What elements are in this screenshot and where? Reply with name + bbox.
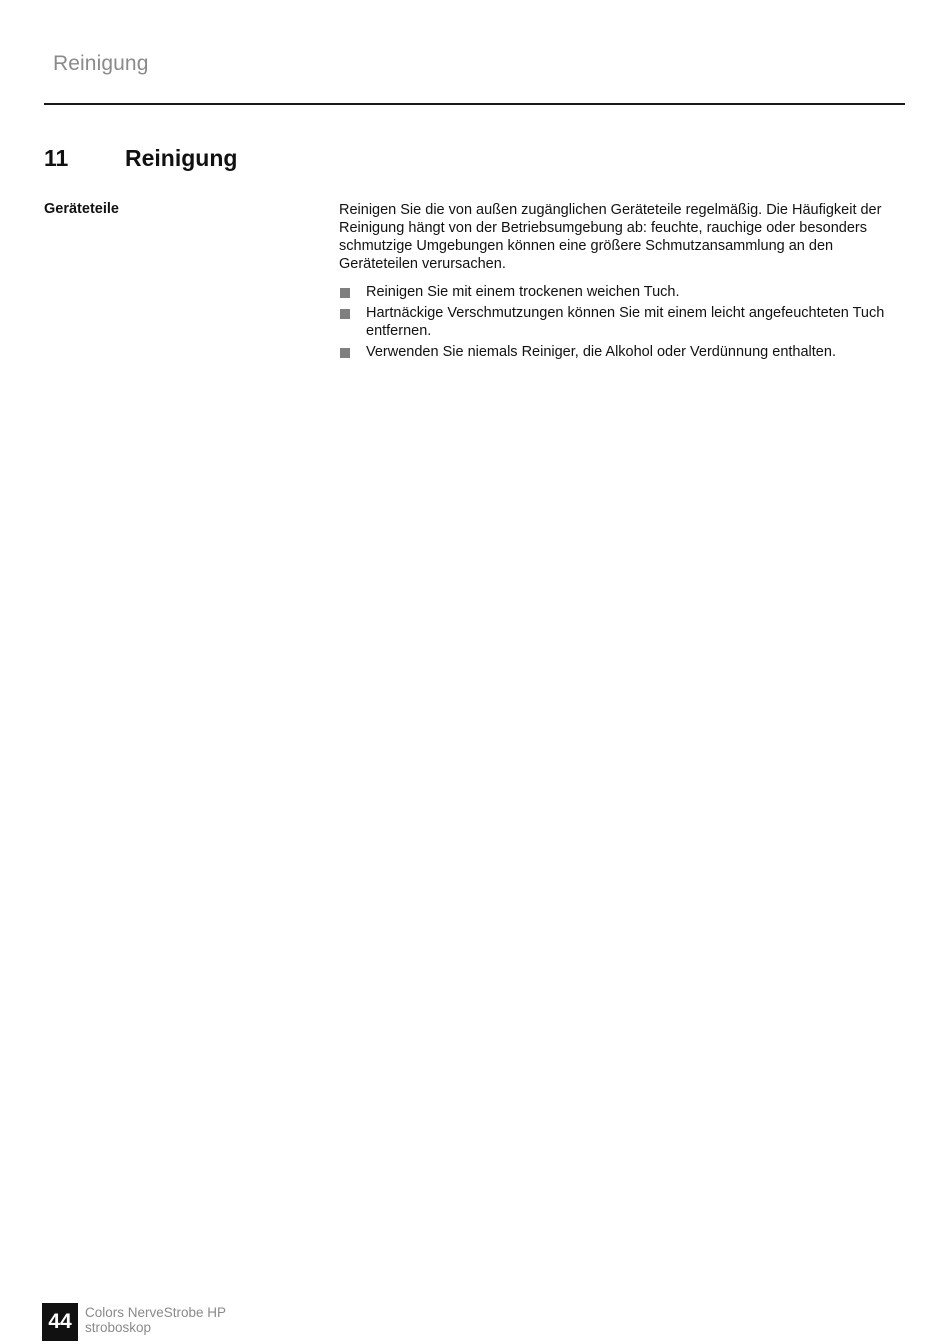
product-name-line2: stroboskop [85, 1320, 152, 1335]
list-item [339, 343, 905, 361]
square-bullet-icon [340, 288, 350, 298]
bullet-text: Reinigen Sie mit einem trockenen weichen Tuch. [366, 284, 680, 300]
header-divider [44, 103, 905, 105]
square-bullet-icon [340, 309, 350, 319]
section-label: Geräteteile [44, 201, 119, 217]
bullet-text: Verwenden Sie niemals Reiniger, die Alkohol oder Verdünnung enthalten. [366, 344, 836, 360]
running-header-title: Reinigung [53, 52, 149, 75]
product-name-line1: Colors NerveStrobe HP [85, 1305, 227, 1320]
bullet-list [339, 283, 905, 361]
chapter-title: Reinigung [125, 145, 238, 171]
section-paragraph: Reinigen Sie die von außen zugänglichen Geräteteile regelmäßig. Die Häufigkeit der Reinigung hängt von der Betriebsumgebung ab: feuchte, rauchige oder besonders schmutzige Umgebungen können eine größere Schmutzansammlung an den Geräteteilen verursachen. [339, 202, 882, 272]
page-number: 44 [42, 1303, 78, 1341]
section-body [339, 201, 905, 364]
list-item [339, 304, 905, 340]
chapter-number: 11 [44, 145, 69, 171]
product-name [85, 1305, 285, 1335]
list-item [339, 283, 905, 301]
bullet-text: Hartnäckige Verschmutzungen können Sie mit einem leicht angefeuchteten Tuch entfernen. [366, 305, 885, 339]
square-bullet-icon [340, 348, 350, 358]
